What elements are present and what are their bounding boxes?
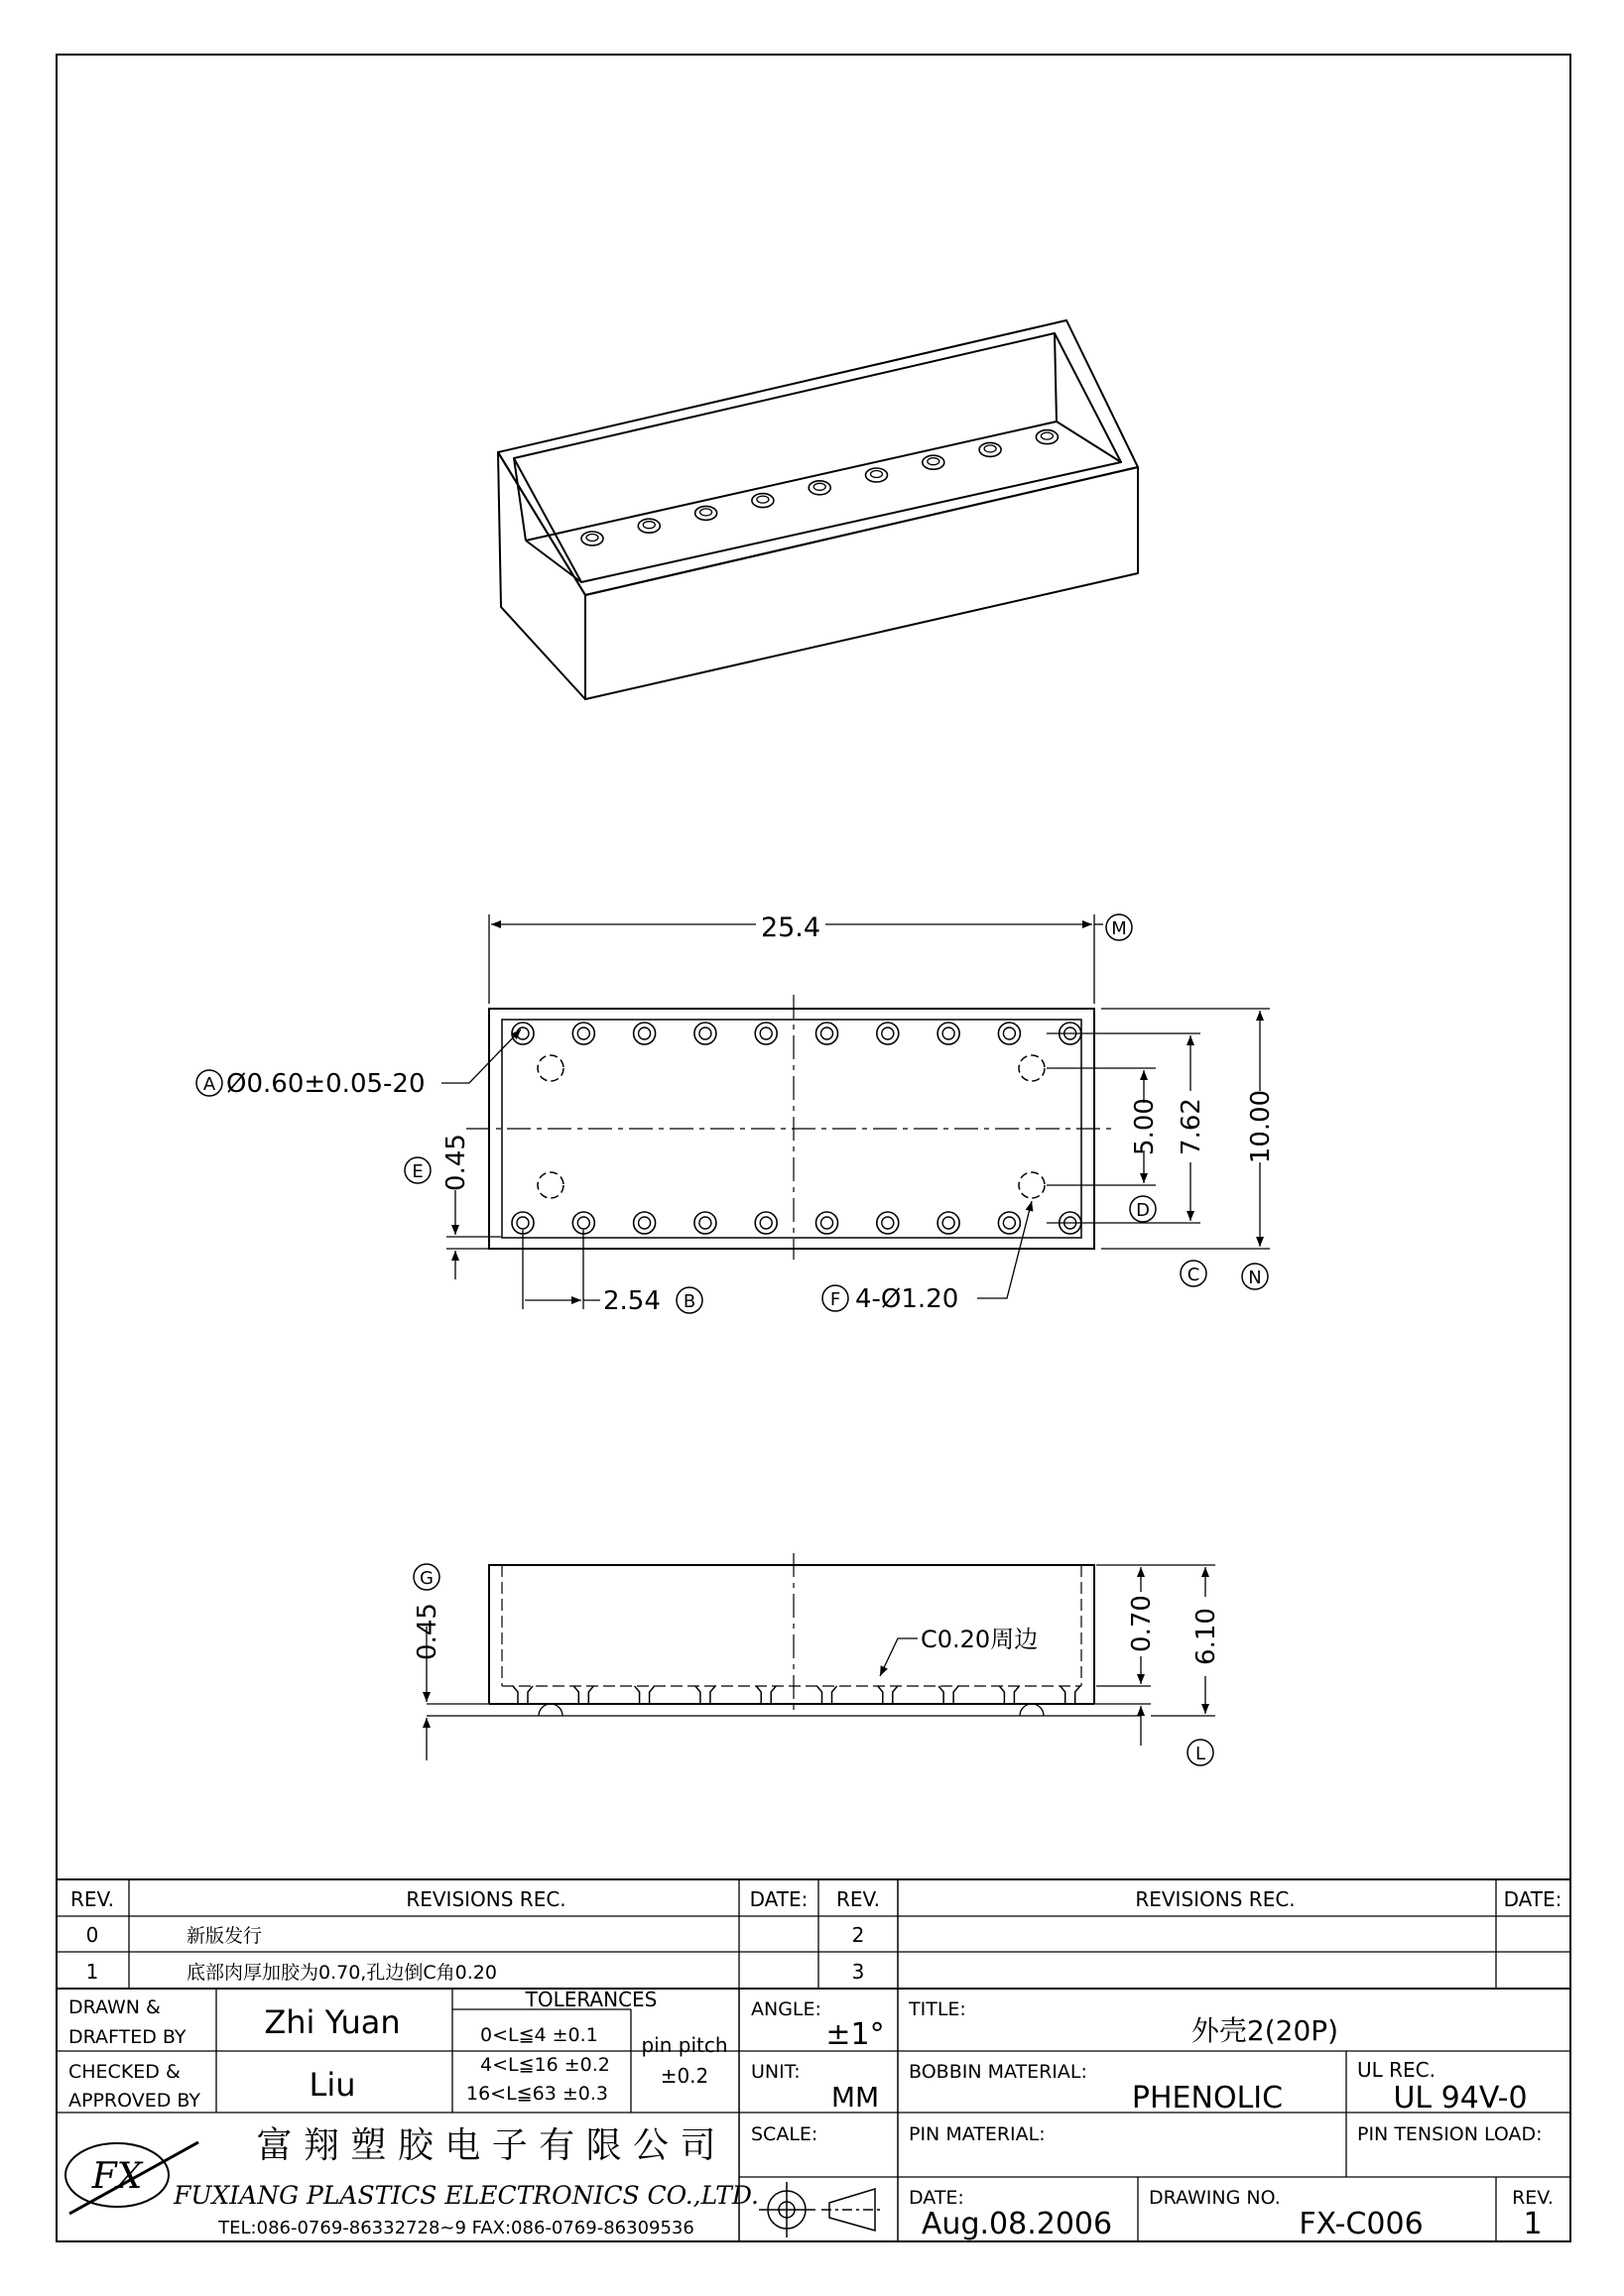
mount-hole-tr [1019, 1055, 1045, 1081]
pin-hole-outer [694, 1212, 716, 1234]
drawing-no-label: DRAWING NO. [1149, 2187, 1281, 2209]
pin-hole-outer [937, 1212, 959, 1234]
tolerances-label: TOLERANCES [525, 1988, 658, 2011]
bobbin-material-label: BOBBIN MATERIAL: [909, 2061, 1087, 2083]
title-label: TITLE: [909, 1998, 966, 2020]
rev-1-text: 底部肉厚加胶为0.70,孔边倒C角0.20 [187, 1962, 497, 1984]
pin-hole-inner [639, 1027, 651, 1039]
dim-7-62: 7.62 [1177, 1098, 1206, 1155]
dim-045-side-view: 0.45 [413, 1603, 442, 1660]
rev-1-number: 1 [85, 1960, 99, 1984]
side-pin-hole [938, 1686, 958, 1704]
pin-hole-outer [755, 1212, 777, 1234]
pin-hole-outer [998, 1023, 1020, 1044]
side-pin-hole [878, 1686, 898, 1704]
date-header-left: DATE: [749, 1887, 809, 1911]
pin-hole-inner [577, 1217, 589, 1229]
title-value: 外壳2(20P) [1190, 2014, 1339, 2047]
projection-symbol-icon [759, 2182, 883, 2237]
iso-pin-hole-inner [1041, 432, 1053, 439]
pin-hole-inner [517, 1217, 529, 1229]
pin-hole-outer [877, 1212, 899, 1234]
side-pin-hole [817, 1686, 837, 1704]
checked-by-value: Liu [309, 2066, 356, 2104]
side-pin-hole [635, 1686, 655, 1704]
rev-0-text: 新版发行 [187, 1925, 263, 1947]
side-view-dimensions [427, 1565, 1215, 1760]
drawn-by-value: Zhi Yuan [264, 2003, 401, 2041]
side-pin-hole [1061, 1686, 1080, 1704]
pin-pitch-label: pin pitch [641, 2033, 728, 2057]
iso-pin-hole-inner [871, 471, 883, 478]
ul-rec-value: UL 94V-0 [1393, 2081, 1528, 2115]
drawn-label-line2: DRAFTED BY [68, 2026, 187, 2048]
iso-pin-hole-inner [813, 483, 825, 490]
revisions-header-right: REVISIONS REC. [1135, 1887, 1296, 1911]
pin-hole-inner [760, 1027, 772, 1039]
datum-m-label: M [1111, 918, 1127, 939]
datum-d-label: D [1136, 1200, 1150, 1221]
unit-label: UNIT: [751, 2061, 801, 2083]
checked-label-line2: APPROVED BY [68, 2090, 201, 2112]
note-mount-hole-spec: 4-Ø1.20 [855, 1284, 959, 1314]
isometric-pin-holes [581, 430, 1058, 545]
date-value: Aug.08.2006 [921, 2207, 1113, 2241]
pin-hole-inner [821, 1217, 833, 1229]
rev-2-number: 2 [851, 1923, 865, 1947]
pin-hole-outer [937, 1023, 959, 1044]
note-chamfer: C0.20周边 [921, 1626, 1039, 1653]
side-pin-holes [513, 1686, 1080, 1704]
iso-pin-hole-inner [643, 522, 655, 529]
iso-pin-hole-inner [984, 445, 996, 452]
side-pin-hole [999, 1686, 1019, 1704]
mount-hole-bl [538, 1172, 563, 1198]
datum-n-label: N [1248, 1268, 1262, 1288]
company-logo-lettering: FX [91, 2156, 143, 2197]
bobbin-material-value: PHENOLIC [1131, 2081, 1284, 2115]
tolerance-row-3: 16<L≦63 ±0.3 [466, 2083, 608, 2105]
pin-hole-outer [816, 1023, 838, 1044]
checked-label-line1: CHECKED & [68, 2061, 181, 2083]
scale-label: SCALE: [751, 2123, 818, 2145]
pin-hole-outer [877, 1023, 899, 1044]
pin-hole-inner [760, 1217, 772, 1229]
pin-hole-inner [942, 1027, 954, 1039]
pin-hole-outer [694, 1023, 716, 1044]
datum-g-label: G [420, 1568, 434, 1589]
pin-material-label: PIN MATERIAL: [909, 2123, 1046, 2145]
mount-hole-tl [538, 1055, 563, 1081]
sheet-border [57, 55, 1570, 2241]
rev-value: 1 [1523, 2207, 1543, 2241]
dim-6-10: 6.10 [1191, 1608, 1221, 1665]
pin-hole-inner [699, 1027, 711, 1039]
dim-length-25-4: 25.4 [760, 912, 821, 943]
datum-l-label: L [1194, 1744, 1206, 1764]
side-pin-hole [513, 1686, 533, 1704]
date-label: DATE: [909, 2187, 964, 2209]
pin-hole-outer [634, 1023, 656, 1044]
pin-hole-inner [1003, 1217, 1015, 1229]
datum-a-label: A [202, 1074, 216, 1095]
pin-hole-inner [699, 1217, 711, 1229]
revisions-header-left: REVISIONS REC. [406, 1887, 566, 1911]
rev-3-number: 3 [851, 1960, 865, 1984]
pin-hole-inner [882, 1217, 894, 1229]
dim-0-70: 0.70 [1127, 1595, 1157, 1652]
iso-pin-hole-inner [928, 458, 939, 465]
rev-header-left: REV. [70, 1887, 114, 1911]
iso-pin-hole-inner [757, 496, 769, 503]
company-name-english: FUXIANG PLASTICS ELECTRONICS CO.,LTD. [174, 2181, 759, 2210]
company-contact: TEL:086-0769-86332728~9 FAX:086-0769-86309536 [218, 2218, 694, 2238]
mount-hole-br [1019, 1172, 1045, 1198]
datum-b-label: B [683, 1291, 696, 1312]
rev-0-number: 0 [85, 1923, 99, 1947]
pin-hole-outer [572, 1023, 594, 1044]
dim-pitch-2-54: 2.54 [603, 1286, 661, 1316]
dim-5-00: 5.00 [1130, 1098, 1160, 1155]
rev-header-right: REV. [836, 1887, 880, 1911]
isometric-view [498, 320, 1138, 699]
pin-hole-outer [755, 1023, 777, 1044]
pin-hole-inner [821, 1027, 833, 1039]
pin-hole-outer [634, 1212, 656, 1234]
pin-hole-outer [998, 1212, 1020, 1234]
side-pin-hole [695, 1686, 715, 1704]
company-name-chinese: 富 翔 塑 胶 电 子 有 限 公 司 [256, 2125, 716, 2166]
pin-hole-inner [942, 1217, 954, 1229]
dim-045-top-view: 0.45 [441, 1134, 471, 1191]
angle-label: ANGLE: [751, 1998, 821, 2020]
drawing-no-value: FX-C006 [1299, 2207, 1424, 2241]
datum-f-label: F [829, 1289, 841, 1310]
pin-hole-inner [639, 1217, 651, 1229]
pin-hole-outer [512, 1023, 534, 1044]
pin-hole-inner [577, 1027, 589, 1039]
pin-pitch-value: ±0.2 [660, 2064, 709, 2088]
datum-e-label: E [412, 1161, 424, 1182]
datum-c-label: C [1187, 1265, 1200, 1285]
rev-label: REV. [1512, 2187, 1554, 2209]
ul-rec-label: UL REC. [1357, 2058, 1436, 2082]
unit-value: MM [830, 2081, 880, 2114]
side-pin-hole [756, 1686, 776, 1704]
pin-hole-inner [882, 1027, 894, 1039]
iso-pin-hole-inner [700, 509, 712, 516]
side-pin-hole [573, 1686, 593, 1704]
note-pin-hole-spec: Ø0.60±0.05-20 [226, 1069, 426, 1099]
drawn-label-line1: DRAWN & [68, 1996, 161, 2018]
pin-hole-inner [1003, 1027, 1015, 1039]
tolerance-row-1: 0<L≦4 ±0.1 [480, 2024, 598, 2046]
dim-10-00: 10.00 [1246, 1089, 1276, 1164]
angle-value: ±1° [825, 2017, 885, 2052]
pin-hole-inner [517, 1027, 529, 1039]
date-header-right: DATE: [1503, 1887, 1562, 1911]
pin-tension-label: PIN TENSION LOAD: [1357, 2123, 1543, 2145]
iso-pin-hole-inner [586, 535, 598, 542]
top-view [466, 995, 1116, 1260]
tolerance-row-2: 4<L≦16 ±0.2 [480, 2054, 610, 2076]
pin-hole-outer [816, 1212, 838, 1234]
